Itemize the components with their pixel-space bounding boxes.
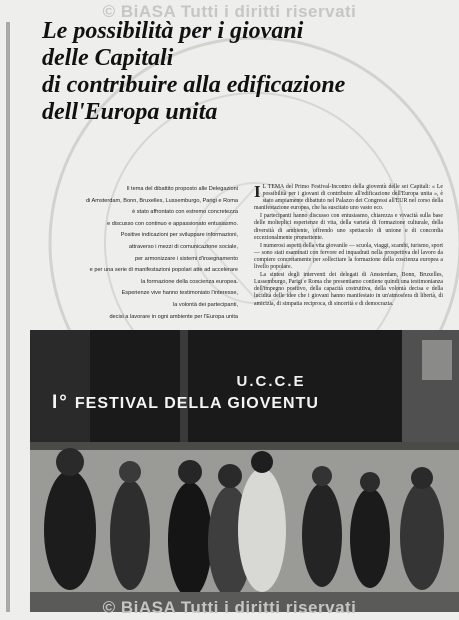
left-margin-rule [6, 22, 10, 612]
body-paragraph [254, 184, 443, 212]
summary-line: Positive indicazioni per sviluppare informazioni, [120, 232, 238, 239]
banner-ucce: U.C.C.E [236, 373, 306, 390]
article-body [254, 184, 443, 309]
drop-cap: I [254, 182, 261, 201]
summary-line: la formazione della coscienza europea. [140, 278, 238, 285]
headline-line-3: di contribuire alla edificazione [42, 72, 346, 98]
watermark-bottom: © BiASA Tutti i diritti riservati [102, 598, 357, 617]
article-headline [42, 18, 442, 126]
summary-column [40, 184, 238, 323]
summary-line: Il tema del dibattito proposto alle Delegazioni [126, 186, 238, 192]
summary-line: per armonizzare i sistemi d'insegnamento [134, 255, 238, 262]
summary-line: è stato affrontato con estremo concretezza [132, 209, 238, 216]
summary-line: decisi a lavorare in ogni ambiente per l'Europa unita [109, 313, 238, 320]
banner-title: FESTIVAL DELLA GIOVENTU [74, 395, 319, 412]
body-paragraph: I partecipanti hanno discusso con entusiasmo, chiarezza e vivacità sulla base delle molteplici esperienze di vita, della varietà di formazione culturale, della diversità di ambiente, offrendo uno spettacolo di unione e di concordia eccezionalmente promettente. [254, 213, 443, 241]
watermark-top: © BiASA Tutti i diritti riservati [102, 2, 357, 21]
summary-line: e discusso con continuo e appassionato entusiasmo. [107, 220, 238, 227]
body-paragraph: I numerosi aspetti della vita giovanile — scuola, viaggi, scambi, turismo, sport — sono stati esaminati con fervore ed inquadrati nella prospettiva del lavoro da compiere concretamente per sollecitare la formazione della coscienza europea a livello popolare. [254, 242, 443, 271]
body-paragraph-text: L TEMA del Primo Festival-Incontro della gioventù delle sei Capitali: « Le possibilità per i giovani di contribuire all'edificazione dell'Europa unita », è stato ampiamente dibattuto nel Palazzo dei Congressi all'EUR nel corso della manifestazione europea, che ha suscitato uno vasto eco. [254, 184, 443, 212]
headline-line-4: dell'Europa unita [42, 99, 218, 125]
body-paragraph: La sintesi degli interventi dei delegati di Amsterdam, Bonn, Bruxelles, Lussemburgo, Parigi e Roma che presentiamo contiene quindi una testimonianza dell'impegno positivo, della capacità costruttiva, della volontà decisa e della lucidità delle idee che i giovani hanno manifestato in un'atmosfera di libertà, di amicizia, di simpatia reciproca, di sincerità e di democrazia. [254, 272, 443, 307]
summary-line: la volontà dei partecipanti, [173, 301, 238, 308]
banner-ordinal: I° [52, 392, 69, 413]
summary-line: di Amsterdam, Bonn, Bruxelles, Lussemburgo, Parigi e Roma [85, 197, 238, 204]
summary-line: e per una serie di manifestazioni popolari atte ad accelerare [89, 267, 238, 274]
banner-festival [52, 392, 432, 414]
headline-line-2: delle Capitali [42, 45, 174, 71]
summary-line: Esperienze vive hanno testimoniato l'interesse, [121, 290, 238, 297]
summary-line: attraverso i mezzi di comunicazione sociale, [128, 243, 238, 250]
headline-line-1: Le possibilità per i giovani [42, 18, 304, 44]
